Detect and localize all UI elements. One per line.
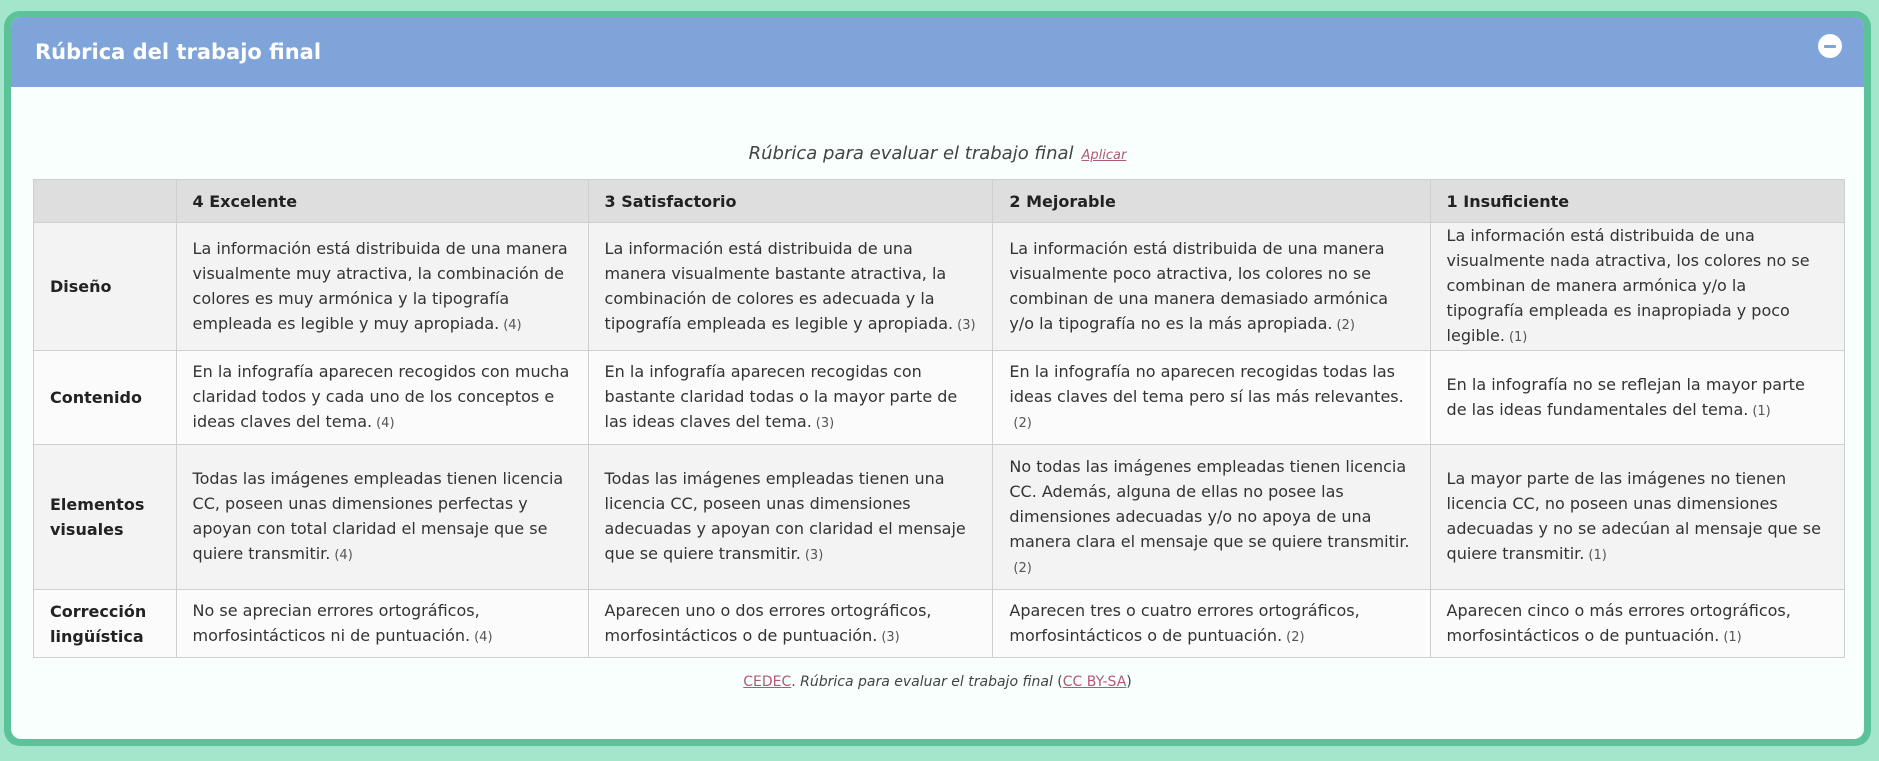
cell-text: La información está distribuida de una manera visualmente bastante atractiva, la combinación de colores es adecuada y la tipografía empleada es legible y apropiada. [604,238,954,333]
apply-link[interactable]: Aplicar [1081,148,1127,163]
license-link[interactable]: CC BY-SA [1062,674,1127,690]
criterion-cell: Contenido [34,351,177,445]
cell-score: (4) [376,416,395,431]
header-satisfactorio: 3 Satisfactorio [588,180,993,223]
rubric-cell [993,445,1430,590]
table-row [34,351,1845,445]
header-empty [34,180,177,223]
table-row [34,223,1845,351]
cell-score: (1) [1508,330,1528,345]
cell-score: (4) [503,317,522,333]
cell-text: Aparecen uno o dos errores ortográficos, morfosintácticos o de puntuación. [604,600,932,645]
cell-text: La mayor parte de las imágenes no tienen licencia CC, no poseen unas dimensiones adecuadas y no se adecúan al mensaje que se quiere transmitir. [1446,469,1821,563]
cell-text: La información está distribuida de una manera visualmente muy atractiva, la combinación de colores es muy armónica y la tipografía empleada es legible y muy apropiada. [192,238,568,333]
cell-text: No se aprecian errores ortográficos, morfosintácticos ni de puntuación. [192,600,480,645]
rubric-cell [1430,445,1844,590]
cell-score: (2) [1013,416,1032,431]
rubric-cell [1430,223,1844,351]
rubric-cell [588,590,993,658]
rubric-cell [176,223,588,351]
cell-score: (3) [815,416,835,431]
rubric-table [33,179,1845,658]
page-frame [4,11,1871,746]
header-mejorable: 2 Mejorable [993,180,1430,223]
rubric-cell [993,351,1430,445]
rubric-cell [588,351,993,445]
cell-score: (1) [1588,548,1607,563]
criterion-cell: Corrección lingüística [34,590,177,658]
cell-text: En la infografía no se reflejan la mayor parte de las ideas fundamentales del tema. [1446,374,1805,419]
header-insuficiente: 1 Insuficiente [1430,180,1844,223]
table-caption [33,143,1842,169]
cell-text: En la infografía aparecen recogidos con mucha claridad todos y cada uno de los conceptos e ideas claves del tema. [192,362,570,431]
cell-score: (3) [881,629,900,645]
attribution [33,674,1842,690]
cell-score: (4) [334,548,353,563]
cell-text: Todas las imágenes empleadas tienen una licencia CC, poseen unas dimensiones adecuadas y apoyan con claridad el mensaje que se quiere transmitir. [604,469,966,563]
criterion-cell: Elementos visuales [34,445,177,590]
cell-text: Aparecen cinco o más errores ortográficos, morfosintácticos o de puntuación. [1446,600,1791,645]
caption-text: Rúbrica para evaluar el trabajo final [748,143,1074,164]
table-row [34,445,1845,590]
header-row [34,180,1845,223]
panel-title: Rúbrica del trabajo final [35,40,322,64]
attribution-open-paren: ( [1052,674,1063,690]
cell-score: (4) [474,629,493,645]
rubric-cell [588,445,993,590]
cell-score: (3) [957,317,976,333]
author-link[interactable]: CEDEC [743,674,792,690]
attribution-title: Rúbrica para evaluar el trabajo final [800,674,1053,690]
attribution-close-paren: ) [1126,674,1132,690]
cell-score: (1) [1752,403,1771,419]
panel-header[interactable] [11,17,1864,87]
panel-content [11,143,1864,690]
rubric-cell [176,445,588,590]
cell-text: La información está distribuida de una visualmente nada atractiva, los colores no se combinan de manera armónica y/o la tipografía empleada es inapropiada y poco legible. [1446,226,1810,345]
cell-score: (2) [1286,629,1305,645]
rubric-cell [588,223,993,351]
minus-circle-icon[interactable] [1818,34,1842,58]
cell-score: (2) [1336,317,1355,333]
cell-score: (1) [1723,629,1742,645]
rubric-cell [176,351,588,445]
rubric-panel [11,17,1864,739]
header-excelente: 4 Excelente [176,180,588,223]
rubric-cell [1430,590,1844,658]
cell-text: La información está distribuida de una manera visualmente poco atractiva, los colores no se combinan de una manera demasiado armónica y/o la tipografía no es la más apropiada. [1009,238,1389,333]
rubric-cell [1430,351,1844,445]
attribution-separator: . [791,674,801,690]
rubric-cell [993,223,1430,351]
cell-score: (3) [804,548,824,563]
criterion-cell: Diseño [34,223,177,351]
rubric-cell [993,590,1430,658]
cell-text: Todas las imágenes empleadas tienen licencia CC, poseen unas dimensiones perfectas y apoyan con total claridad el mensaje que se quiere transmitir. [192,469,564,563]
table-row [34,590,1845,658]
cell-text: No todas las imágenes empleadas tienen licencia CC. Además, alguna de ellas no posee las dimensiones adecuadas y/o no apoya de una manera clara el mensaje que se quiere transmitir. [1009,456,1410,551]
cell-score: (2) [1013,560,1032,576]
cell-text: Aparecen tres o cuatro errores ortográficos, morfosintácticos o de puntuación. [1009,600,1360,645]
cell-text: En la infografía no aparecen recogidas todas las ideas claves del tema pero sí las más relevantes. [1009,362,1404,406]
cell-text: En la infografía aparecen recogidas con bastante claridad todas o la mayor parte de las ideas claves del tema. [604,362,958,431]
rubric-cell [176,590,588,658]
